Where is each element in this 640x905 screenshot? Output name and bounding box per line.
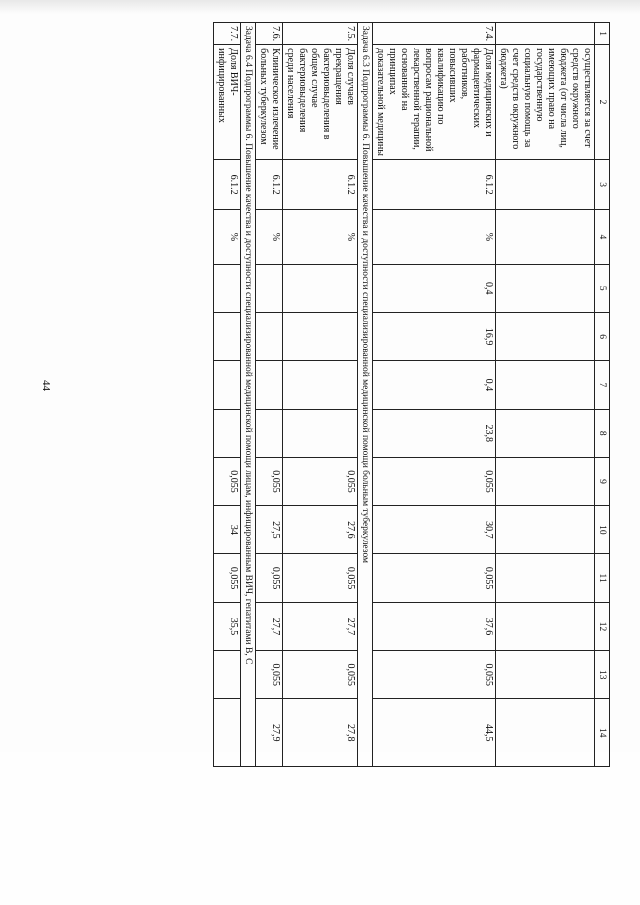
value-cell: 0,055 [283,457,358,505]
column-header-8: 8 [595,409,610,457]
row-number-cell: 7.5. [283,23,358,45]
value-cell: 6.1.2 [283,159,358,209]
value-cell: % [373,210,496,264]
value-cell: 27,8 [283,699,358,767]
value-cell: % [214,210,241,264]
task-heading-row [358,23,373,767]
value-cell: 0,055 [256,554,283,602]
value-cell: 0,055 [256,651,283,699]
value-cell [496,159,595,209]
value-cell: 0,055 [373,651,496,699]
value-cell [256,264,283,312]
value-cell [496,699,595,767]
row-number-cell: 7.7. [214,23,241,45]
value-cell [496,554,595,602]
column-header-3: 3 [595,159,610,209]
task-heading: Задача 6.4 Подпрограммы 6. Повышение качества и доступности специализированной медицинской помощи лицам, инфицированным ВИЧ, гепатитами В, С [241,23,256,767]
value-cell: 0,055 [214,554,241,602]
column-number-header [595,23,610,767]
column-header-10: 10 [595,506,610,554]
value-cell: 27,6 [283,506,358,554]
value-cell: 6.1.2 [256,159,283,209]
rotated-document-table [110,22,610,767]
column-header-14: 14 [595,699,610,767]
table-row [214,23,241,767]
scan-edge [0,0,640,14]
task-heading: Задача 6.3 Подпрограммы 6. Повышение качества и доступности специализированной медицинской помощи больным туберкулезом [358,23,373,767]
indicators-table [213,22,610,767]
value-cell [496,312,595,360]
indicator-name-cell: Доля случаев прекращения бактериовыделения в общем случае бактериовыделения среди населения [283,45,358,160]
row-number-cell [496,23,595,45]
row-number-cell: 7.6. [256,23,283,45]
value-cell [496,651,595,699]
value-cell: 27,9 [256,699,283,767]
value-cell [496,210,595,264]
column-header-5: 5 [595,264,610,312]
value-cell: 34 [214,506,241,554]
value-cell [283,312,358,360]
value-cell [214,699,241,767]
table-row [373,23,496,767]
value-cell: 0,055 [256,457,283,505]
indicator-name-cell: осуществляется за счет средств окружного бюджета (от числа лиц, имеющих право на государственную социальную помощь за счет средств окружного бюджета) [496,45,595,160]
value-cell [496,409,595,457]
value-cell: 30,7 [373,506,496,554]
value-cell: 0,055 [373,457,496,505]
column-header-1: 1 [595,23,610,45]
value-cell: 27,5 [256,506,283,554]
table-body [214,23,595,767]
value-cell [496,264,595,312]
value-cell: 35,5 [214,602,241,650]
column-header-9: 9 [595,457,610,505]
value-cell: % [283,210,358,264]
value-cell [283,264,358,312]
indicator-name-cell: Доля медицинских и фармацевтических работников, повысивших квалификацию по вопросам рациональной лекарственной терапии, основанной на принципах доказательной медицины [373,45,496,160]
value-cell: 0,055 [283,554,358,602]
blank-lower-area [0,752,640,905]
value-cell: 23,8 [373,409,496,457]
table-row [283,23,358,767]
column-header-13: 13 [595,651,610,699]
column-header-12: 12 [595,602,610,650]
value-cell: 0,055 [283,651,358,699]
indicator-name-cell: Доля ВИЧ-инфицированных [214,45,241,160]
value-cell: 27,7 [256,602,283,650]
value-cell: 6.1.2 [214,159,241,209]
value-cell [496,457,595,505]
row-number-cell: 7.4. [373,23,496,45]
value-cell [283,409,358,457]
value-cell [496,602,595,650]
value-cell: 0,055 [373,554,496,602]
value-cell [496,506,595,554]
value-cell: 44,5 [373,699,496,767]
page-number: 44 [40,380,52,391]
value-cell [496,361,595,409]
value-cell [256,361,283,409]
value-cell [214,361,241,409]
column-header-6: 6 [595,312,610,360]
value-cell [214,651,241,699]
task-heading-row [241,23,256,767]
value-cell: 37,6 [373,602,496,650]
value-cell: 6.1.2 [373,159,496,209]
column-header-11: 11 [595,554,610,602]
value-cell [214,409,241,457]
column-header-4: 4 [595,210,610,264]
value-cell: 27,7 [283,602,358,650]
value-cell [283,361,358,409]
table-row [496,23,595,767]
value-cell [214,312,241,360]
value-cell: 0,4 [373,361,496,409]
value-cell: 0,055 [214,457,241,505]
value-cell [214,264,241,312]
column-header-7: 7 [595,361,610,409]
value-cell: % [256,210,283,264]
column-header-2: 2 [595,45,610,160]
indicator-name-cell: Клиническое излечение больных туберкулезом [256,45,283,160]
table-row [256,23,283,767]
value-cell: 0,4 [373,264,496,312]
value-cell [256,409,283,457]
value-cell [256,312,283,360]
value-cell: 16,9 [373,312,496,360]
